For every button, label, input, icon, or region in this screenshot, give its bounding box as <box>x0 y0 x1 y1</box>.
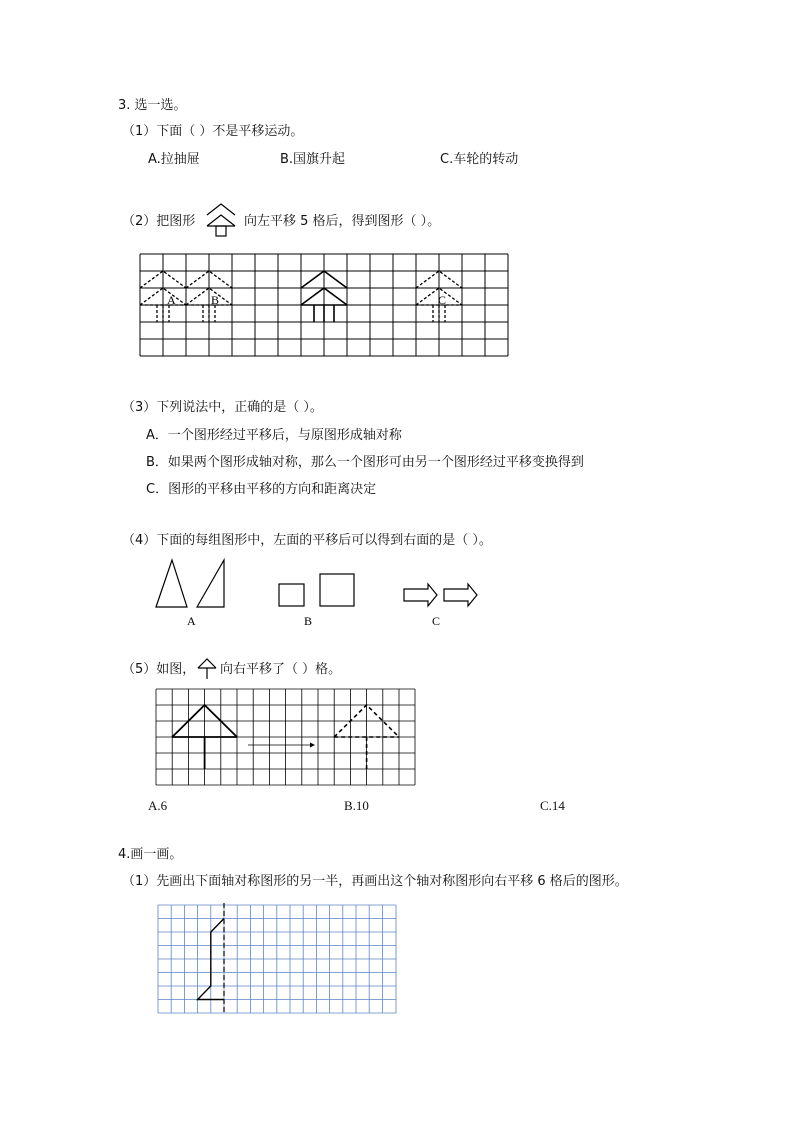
q3-1-option-b: B.国旗升起 <box>280 152 346 167</box>
large-square <box>320 574 354 606</box>
arrow-right <box>444 584 477 606</box>
q3-5-option-b: B.10 <box>344 798 369 813</box>
drawing-grid <box>156 903 400 1015</box>
q3-3-option-c: C．图形的平移由平移的方向和距离决定 <box>146 482 377 497</box>
arrow-shape-icon <box>204 202 238 238</box>
q3-1-option-c: C.车轮的转动 <box>440 152 519 167</box>
pair-label-a: A <box>187 614 196 628</box>
triangle-right <box>197 560 224 607</box>
q3-5-option-a: A.6 <box>148 798 168 813</box>
q3-1-option-a: A.拉抽屉 <box>148 152 200 167</box>
q3-5-stem-after: 向右平移了（ ）格。 <box>220 662 342 677</box>
q3-2-stem-after: 向左平移 5 格后，得到图形（ ）。 <box>244 214 441 229</box>
q4-title: 4.画一画。 <box>118 847 183 862</box>
q3-3-option-b: B．如果两个图形成轴对称，那么一个图形可由另一个图形经过平移变换得到 <box>146 455 584 470</box>
small-square <box>279 584 304 606</box>
translation-grid-5 <box>154 688 418 788</box>
direction-arrow <box>248 743 315 748</box>
grid-label-a: A <box>167 293 176 307</box>
q3-3-stem: （3）下列说法中，正确的是（ ）。 <box>122 400 323 415</box>
q3-title: 3. 选一选。 <box>118 98 187 113</box>
grid-label-b: B <box>211 293 220 307</box>
q3-5-stem-before: （5）如图， <box>122 662 196 677</box>
q4-1-stem: （1）先画出下面轴对称图形的另一半，再画出这个轴对称图形向右平移 6 格后的图形。 <box>122 874 628 889</box>
q3-2-stem-before: （2）把图形 <box>122 214 196 229</box>
shape-pairs-figure <box>148 556 480 630</box>
grid-label-c: C <box>438 293 447 307</box>
triangle-left <box>156 560 187 607</box>
q3-1-stem: （1）下面（ ）不是平移运动。 <box>122 124 304 139</box>
q3-5-option-c: C.14 <box>540 798 565 813</box>
arrow-left <box>404 584 437 606</box>
pair-label-b: B <box>304 614 313 628</box>
q3-4-stem: （4）下面的每组图形中，左面的平移后可以得到右面的是（ ）。 <box>122 533 492 548</box>
translation-grid-2 <box>138 252 510 360</box>
pair-label-c: C <box>432 614 441 628</box>
small-arrow-shape-icon <box>196 657 220 681</box>
q3-3-option-a: A．一个图形经过平移后，与原图形成轴对称 <box>146 428 402 443</box>
